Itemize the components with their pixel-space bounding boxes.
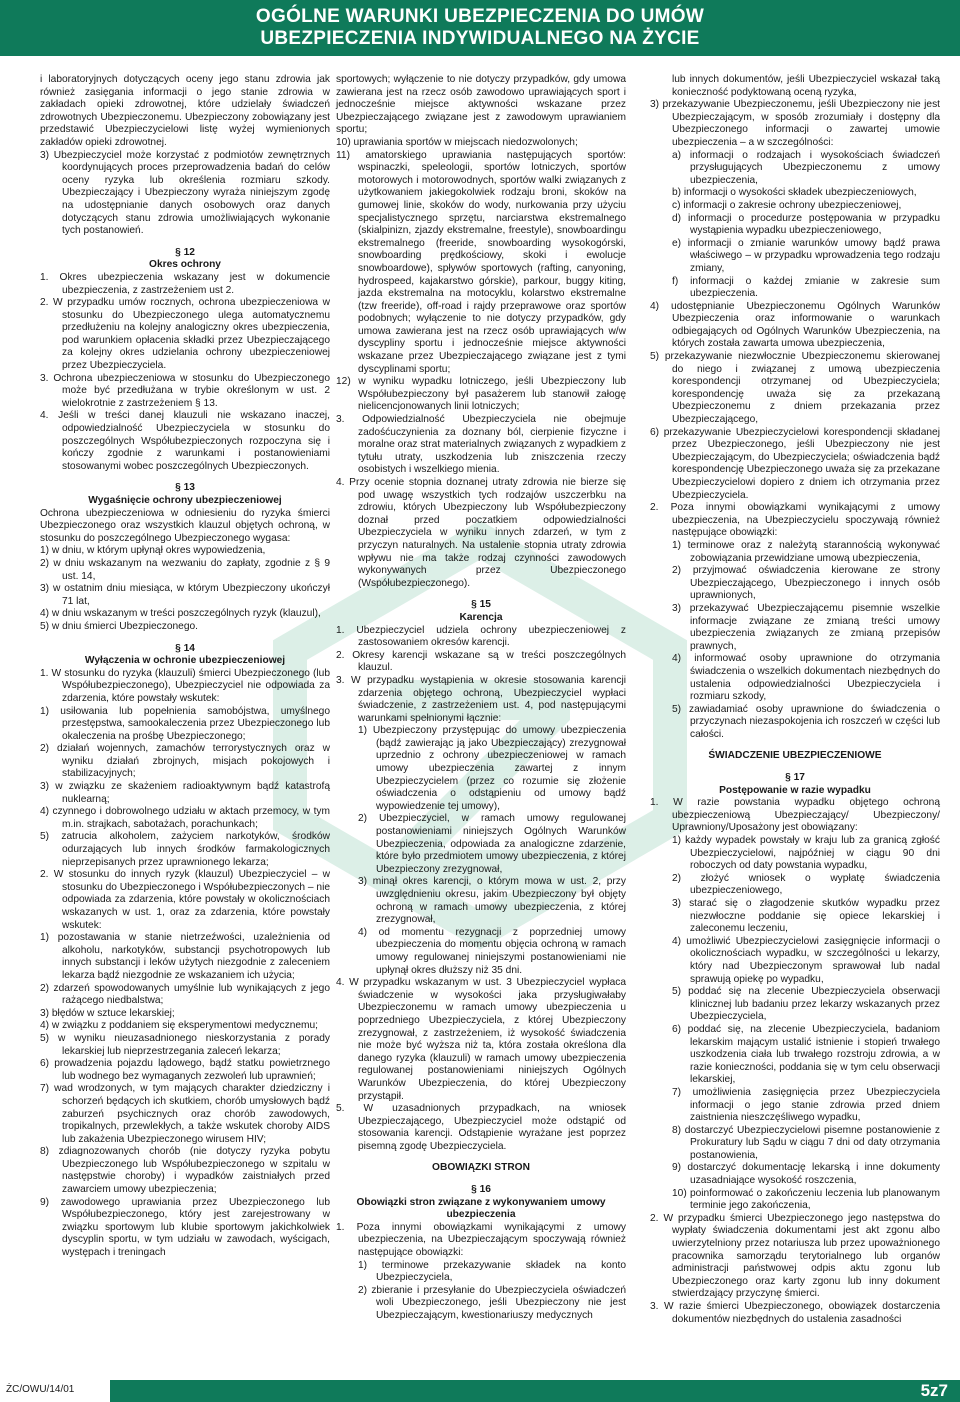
list-item: 6) poddać się, na zlecenie Ubezpieczyciela, badaniom lekarskim mającym ustalić istnienie i stopień trwałego uszkodzenia ciała lub trwałego rozstroju zdrowia, a w razie konieczności, poddania się w tym celu obserwacji lekarskiej,: [672, 1023, 940, 1086]
section-number: § 12: [175, 246, 195, 258]
list-item: 1) każdy wypadek powstały w kraju lub za granicą zgłość Ubezpieczycielowi, najpóźniej w ciągu 90 dni roboczych od daty powstania wypadku,: [672, 835, 940, 872]
list-item: 4) udostępnianie Ubezpieczonemu Ogólnych Warunków Ubezpieczenia oraz informowanie o warunkach odbiegających od Ogólnych Warunków Ubezpieczenia, na których została zawarta umowa ubezpieczenia,: [650, 300, 940, 350]
list-item: 2) zbieranie i przesyłanie do Ubezpieczyciela oświadczeń woli Ubezpieczonego, jeśli Ubezpieczony nie jest Ubezpieczającym, kwestionariuszy medycznych: [358, 1284, 626, 1321]
list-item: 1. Okres ubezpieczenia wskazany jest w dokumencie ubezpieczenia, z zastrzeżeniem ust 2.: [40, 271, 330, 296]
list-item: 2) Ubezpieczyciel, w ramach umowy regulowanej postanowieniami niniejszych Ogólnych Warunków Ubezpieczenia, odpowiada za analogiczne zdarzenie, które było przedmiotem umowy ubezpieczenia, z której Ubezpieczony zrezygnował,: [358, 813, 626, 875]
list-item: a) informacji o rodzajach i wysokościach świadczeń przysługujących Ubezpieczonemu z umowy ubezpieczenia,: [672, 149, 940, 186]
document-code: ŻC/OWU/14/01: [6, 1384, 75, 1395]
page-footer: [0, 1378, 960, 1402]
list-item: d) informacji o procedurze postępowania w przypadku wystąpienia wypadku ubezpieczeniowego,: [672, 212, 940, 237]
section-title: Wyłączenia w ochronie ubezpieczeniowej: [84, 655, 286, 667]
list-item: 3) przekazywanie Ubezpieczonemu, jeśli Ubezpieczony nie jest Ubezpieczającym, w sposób zrozumiały i dostępny dla Ubezpieczonego informacji o zawartej umowie ubezpieczenia – a w szczególności:: [650, 99, 940, 148]
list-item: 4) w dniu wskazanym w treści poszczególnych ryzyk (klauzul),: [40, 608, 321, 620]
list-item: 10) uprawiania sportów w miejscach niedozwolonych;: [336, 136, 578, 148]
list-item: 5. W uzasadnionych przypadkach, na wniosek Ubezpieczającego, Ubezpieczyciel może odstąpić od stosowania karencji. Odstąpienie wyrażane jest poprzez pisemną zgodę Ubezpieczyciela.: [336, 1103, 626, 1152]
paragraph: sportowych; wyłączenie to nie dotyczy przypadków, gdy umowa zawierana jest na rzecz osób zawodowo uprawiających sport i jednocześnie miejsce aktywności wskazane przez Ubezpieczającego związane jest z zawodowym uprawianiem sportu;: [336, 74, 626, 136]
text-column-left: [40, 74, 330, 1260]
section-number: § 13: [175, 482, 195, 494]
list-item: 2. W przypadku śmierci Ubezpieczonego jego następstwa do wypłaty świadczenia dokumentami jest akt zgonu albo uwierzytelniony przez notariusza lub przez upoważnionego pracownika samorządu terytorialnego lub organów administracji państwowej odpis aktu zgonu lub Ubezpieczonego oraz karty zgonu lub inny dokument stwierdzający przyczynę śmierci.: [650, 1212, 940, 1300]
list-item: 3. Ochrona ubezpieczeniowa w stosunku do Ubezpieczonego może być przedłużana w trybie określonym w ust. 2 wielokrotnie z zastrzeżeniem § 13.: [40, 372, 330, 409]
list-item: 6) prowadzenia pojazdu lądowego, bądź statku powietrznego lub wodnego bez wymaganych zezwoleń lub uprawnień;: [40, 1058, 330, 1082]
list-item: 5) w wyniku nieuzasadnionego nieskorzystania z porady lekarskiej lub nieprzestrzegania zaleceń lekarza;: [40, 1032, 330, 1057]
list-item: 2. Okresy karencji wskazane są w treści poszczególnych klauzul.: [336, 649, 626, 674]
paragraph: i laboratoryjnych dotyczących oceny jego stanu zdrowia jak również zasięgania informacji o jego stanie zdrowia w zakładach opieki zdrowotnej, które udzielały świadczeń zdrowotnych Ubezpieczonemu. Ubezpieczony zobowiązany jest przedstawić Ubezpieczycielowi listę wyżej wymienionych zakładów opieki zdrowotnej.: [40, 74, 330, 148]
list-item: 1. W razie powstania wypadku objętego ochroną ubezpieczeniową Ubezpieczający/ Ubezpieczony/ Uprawniony/Uposażony jest obowiązany:: [650, 797, 940, 834]
list-item: 6) przekazywanie Ubezpieczycielowi korespondencji składanej przez Ubezpieczonego, jeśli Ubezpieczony nie jest Ubezpieczającym, do Ubezpieczyciela; oświadczenia bądź korespondencję Ubezpieczonego uważa się za przekazane Ubezpieczycielowi dopiero z dniem ich otrzymania przez Ubezpieczyciela.: [650, 426, 940, 501]
document-title-line-2: UBEZPIECZENIA INDYWIDUALNEGO NA ŻYCIE: [260, 28, 700, 49]
list-item: 4) od momentu rezygnacji z poprzedniej umowy ubezpieczenia do momentu objęcia ochroną w ramach umowy regulowanej niniejszymi postanowieniami nie upłynął okres dłuższy niż 35 dni.: [358, 926, 626, 976]
page-header: [0, 0, 960, 56]
list-item: 9) dostarczyć dokumentację lekarską i inne dokumenty uzasadniające wysokość roszczenia,: [672, 1162, 940, 1187]
section-title: Okres ochrony: [149, 259, 221, 271]
list-item: 1. Ubezpieczyciel udziela ochrony ubezpieczeniowej z zastosowaniem okresów karencji.: [336, 624, 626, 649]
list-item: 1) Ubezpieczony przystępując do umowy ubezpieczenia (bądź zawierając ją jako Ubezpieczający) zrezygnował uprzednio z ochrony ubezpieczeniowej w ramach umowy ubezpieczenia zawartej z innym Ubezpieczycielem (przez co rozumie się złożenie oświadczenia o odstąpieniu od umowy bądź wypowiedzenie tej umowy),: [358, 725, 626, 812]
list-item: 4) umożliwić Ubezpieczycielowi zasięgnięcie informacji o okolicznościach wypadku, w szczególności u lekarzy, który nad Ubezpieczonym sprawował lub nadal sprawują opiekę po wypadku,: [672, 935, 940, 985]
list-item: 2. Poza innymi obowiązkami wynikającymi z umowy ubezpieczenia, na Ubezpieczycielu spoczywają również następujące obowiązki:: [650, 502, 940, 539]
list-item: 3) starać się o złagodzenie skutków wypadku przez niezwłoczne poddanie się opiece lekarskiej i zaleconemu leczeniu,: [672, 898, 940, 935]
section-title: Obowiązki stron związane z wykonywaniem umowy ubezpieczenia: [356, 1196, 606, 1221]
list-item: 4. W przypadku wskazanym w ust. 3 Ubezpieczyciel wypłaca świadczenie w wysokości jaka przysługiwałaby Ubezpieczonemu w ramach umowy ubezpieczenia u poprzedniego Ubezpieczyciela, z której Ubezpieczony zrezygnował, z zastrzeżeniem, iż wysokość świadczenia nie może być wyższa niż ta, która została określona dla danego ryzyka (klauzuli) w ramach umowy ubezpieczenia regulowanej postanowieniami niniejszych Ogólnych Warunków Ubezpieczenia, do której Ubezpieczony przystąpił.: [336, 977, 626, 1102]
list-item: 1. W stosunku do ryzyka (klauzuli) śmierci Ubezpieczonego (lub Współubezpieczonego), Ubezpieczyciel nie odpowiada za zdarzenia, które powstały wskutek:: [40, 667, 330, 704]
list-item: 7) umożliwienia zasięgnięcia przez Ubezpieczyciela informacji o jego stanie zdrowia przed dniem zaistnienia nieszczęśliwego wypadku,: [672, 1086, 940, 1124]
list-item: 2) przyjmować oświadczenia kierowane ze strony Ubezpieczającego, Ubezpieczonego i innych osób uprawnionych,: [672, 565, 940, 602]
paragraph: Ochrona ubezpieczeniowa w odniesieniu do ryzyka śmierci Ubezpieczonego oraz wszystkich klauzul objętych ochroną, w stosunku do poszczególnego Ubezpieczonego wygasa:: [40, 507, 330, 544]
list-item: e) informacji o zmianie warunków umowy bądź prawa właściwego – w przypadku wprowadzenia tego rodzaju zmiany,: [672, 237, 940, 274]
list-item: 9) zawodowego uprawiania przez Ubezpieczonego lub Współubezpieczonego, który jest zarejestrowany w związku sportowym lub klubie sportowym jakichkolwiek dyscyplin sportu, w tym udziału w zawodach, wyścigach, występach i treningach: [40, 1196, 330, 1259]
document-title-line-1: OGÓLNE WARUNKI UBEZPIECZENIA DO UMÓW: [255, 6, 705, 27]
list-item: 8) dostarczyć Ubezpieczycielowi pisemne postanowienie z Prokuratury lub Sądu w ciągu 7 dni od daty otrzymania postanowienia,: [672, 1124, 940, 1161]
footer-bar: [110, 1380, 960, 1402]
chapter-title: OBOWIĄZKI STRON: [432, 1162, 530, 1174]
list-item: 2. W przypadku umów rocznych, ochrona ubezpieczeniowa w stosunku do Ubezpieczonego ulega automatycznemu przedłużeniu na kolejny analogiczny okres ubezpieczenia, pod warunkiem opłacenia składki przez Ubezpieczającego za kolejny okres udzielania ochrony ubezpieczeniowej przez Ubezpieczyciela.: [40, 297, 330, 372]
list-item: 3. W razie śmierci Ubezpieczonego, obowiązek dostarczenia dokumentów niezbędnych do ustalenia zasadności: [650, 1301, 940, 1325]
list-item: 4. Przy ocenie stopnia doznanej utraty zdrowia nie bierze się pod uwagę wszystkich tych rodzajów uszczerbku na zdrowiu, których Ubezpieczony lub Współubezpieczony doznał przed poczatkiem odpowiedzialności Ubezpieczyciela w wyniku innych zdarzeń, w tym z przyczyn naturalnych. Na ustalenie stopnia utraty zdrowia wpływu nie ma także rodzaj czynności zawodowych wykonywanych przez Ubezpieczonego (Współubezpieczonego).: [336, 477, 626, 589]
list-item: 2) zdarzeń spowodowanych umyślnie lub wynikających z jego rażącego niedbalstwa;: [40, 982, 330, 1007]
list-item: 4. Jeśli w treści danej klauzuli nie wskazano inaczej, odpowiedzialność Ubezpieczyciela w stosunku do poszczególnych Współubezpieczonych rozpoczyna się i kończy zgodnie z warunkami i postanowieniami stosowanymi wobec poszczególnych Ubezpieczonych.: [40, 410, 330, 472]
list-item: 3) Ubezpieczyciel może korzystać z podmiotów zewnętrznych koordynujących proces przeprowadzenia badań do celów oceny ryzyka lub określenia rozmiaru szkody. Ubezpieczający i Ubezpieczony wyraża niniejszym zgodę na udostępnianie danych osobowych oraz danych dotyczących stanu zdrowia umożliwiających wykonanie tych postanowień.: [40, 149, 330, 237]
list-item: 3) minął okres karencji, o którym mowa w ust. 2, przy uwzględnieniu okresu, jakim Ubezpieczony był objęty ochroną w ramach umowy ubezpieczenia, z której zrezygnował,: [358, 876, 626, 926]
text-column-middle: [336, 74, 626, 1323]
list-item: 8) zdiagnozowanych chorób (nie dotyczy ryzyka pobytu Ubezpieczonego lub Współubezpieczonego w szpitalu w następstwie choroby) i wypadków zaistniałych przed zawarciem umowy ubezpieczenia;: [40, 1146, 330, 1196]
list-item: 3) w ostatnim dniu miesiąca, w którym Ubezpieczony ukończył 71 lat,: [40, 583, 330, 607]
list-item: c) informacji o zakresie ochrony ubezpieczeniowej,: [672, 199, 902, 211]
section-title: Wygaśnięcie ochrony ubezpieczeniowej: [88, 495, 282, 506]
list-item: 1. Poza innymi obowiązkami wynikającymi z umowy ubezpieczenia, na Ubezpieczającym spoczywają również następujące obowiązki:: [336, 1221, 626, 1259]
section-number: § 16: [471, 1184, 491, 1196]
list-item: 5) w dniu śmierci Ubezpieczonego.: [40, 620, 198, 632]
list-item: 12) w wyniku wypadku lotniczego, jeśli Ubezpieczony lub Współubezpieczony był pasażerem lub stanowił załogę nielicencjonowanych linii lotniczych;: [336, 376, 626, 413]
list-item: b) informacji o wysokości składek ubezpieczeniowych,: [672, 187, 917, 199]
list-item: 2) działań wojennych, zamachów terrorystycznych oraz w wyniku działań zbrojnych, misjach pokojowych i stabilizacyjnych;: [40, 743, 330, 780]
list-item: 5) zawiadamiać osoby uprawnione do świadczenia o przyczynach niezaspokojenia ich roszczeń w części lub całości.: [672, 703, 940, 740]
section-number: § 14: [175, 642, 195, 654]
list-item: 3) w związku ze skażeniem radioaktywnym bądź katastrofą nuklearną;: [40, 781, 330, 805]
list-item: 10) poinformować o zakończeniu leczenia lub planowanym terminie jego zakończenia,: [672, 1187, 940, 1212]
list-item: 3) przekazywać Ubezpieczającemu pisemnie wszelkie informacje związane ze zmianą treści umowy ubezpieczenia związanych ze zmianą przepisów prawnych,: [672, 602, 940, 652]
list-item: 3. W przypadku wystąpienia w okresie stosowania karencji zdarzenia objętego ochroną, Ubezpieczyciel wypłaci świadczenie, z zastrzeżeniem ust. 4, pod następującymi warunkami spełnionymi łącznie:: [336, 674, 626, 724]
page-number: 5z7: [920, 1381, 948, 1400]
list-item: 7) wad wrodzonych, w tym mających charakter dziedziczny i schorzeń będących ich skutkiem, chorób umysłowych bądź zaburzeń psychicznych oraz chorób zawodowych, tropikalnych, przewlekłych, a także wskutek choroby AIDS lub zakażenia Ubezpieczonego wirusem HIV;: [40, 1083, 330, 1145]
list-item: 2. W stosunku do innych ryzyk (klauzul) Ubezpieczyciel – w stosunku do Ubezpieczonego i Współubezpieczonych – nie odpowiada za zdarzenia, które powstały w okolicznościach wskazanych w ust. 1, oraz za zdarzenia, które powstały wskutek:: [40, 869, 330, 931]
list-item: 1) terminowe przekazywanie składek na konto Ubezpieczyciela,: [358, 1259, 626, 1284]
list-item: 2) w dniu wskazanym na wezwaniu do zapłaty, zgodnie z § 9 ust. 14,: [40, 557, 330, 582]
list-item: 1) usiłowania lub popełnienia samobójstwa, umyślnego przestępstwa, samookaleczenia przez Ubezpieczonego lub okaleczenia na prośbę Ubezpieczonego;: [40, 705, 330, 742]
section-number: § 15: [471, 599, 491, 611]
list-item: 3. Odpowiedzialność Ubezpieczyciela nie obejmuje zadośćuczynienia za doznany ból, cierpienie fizyczne i moralne oraz strat materialnych związanych z wypadkiem z tytułu utraty, uszkodzenia lub zniszczenia rzeczy osobistych i wszelkiego mienia.: [336, 414, 626, 476]
chapter-title: ŚWIADCZENIE UBEZPIECZENIOWE: [708, 750, 882, 762]
list-item: 4) informować osoby uprawnione do otrzymania świadczenia o wszelkich dokumentach niezbędnych do ustalenia odpowiedzialności Ubezpieczyciela i rozmiaru szkody,: [672, 653, 940, 703]
paragraph: lub innych dokumentów, jeśli Ubezpieczyciel wskazał taką konieczność podyktowaną oceną ryzyka,: [672, 74, 940, 98]
list-item: 1) pozostawania w stanie nietrzeźwości, uzależnienia od alkoholu, narkotyków, substancji psychotropowych lub innych substancji i leków użytych niezgodnie z zaleceniem lekarza bądź niezgodnie ze wskazaniem ich użycia;: [40, 932, 330, 981]
list-item: 1) w dniu, w którym upłynął okres wypowiedzenia,: [40, 545, 266, 557]
list-item: 5) przekazywanie niezwłocznie Ubezpieczonemu skierowanej do niego i związanej z umową ubezpieczenia korespondencji otrzymanej od Ubezpieczyciela; korespondencję uważa się za przekazaną Ubezpieczonemu z dniem przekazania przez Ubezpieczającego,: [650, 351, 940, 426]
section-number: § 17: [785, 772, 805, 784]
list-item: 4) w związku z poddaniem się eksperymentowi medycznemu;: [40, 1020, 319, 1032]
section-title: Postępowanie w razie wypadku: [719, 784, 871, 796]
list-item: 5) zatrucia alkoholem, zażyciem narkotyków, środków odurzających lub innych środków farmakologicznych nieprzepisanych przez uprawnionego lekarza;: [40, 831, 330, 868]
text-column-right: [650, 74, 940, 1326]
list-item: 11) amatorskiego uprawiania następujących sportów: wspinaczki, speleologii, sportów lotniczych, sportów motorowych i motorowodnych, sportów walki związanych z użytkowaniem jakiegokolwiek rodzaju broni, skoków na gumowej linie, skoków do wody, nurkowania przy użyciu specjalistycznego sprzętu, narciarstwa ekstremalnego (skialpinizn, zjazdy ekstremalne, freestyle), snowboardingu ekstremalnego (freeride, snowboarding wysokogórski, snowboarding prędkościowy, skoki i ewolucje snowboardowe), spływów sportowych (rafting, canyoning, hydrospeed, kajakarstwo górskie), parkour, buggy kiting, jazda ekstremalna na motocyklu, kolarstwo ekstremalne (tzw freeride), off-road i rajdy przeprawowe oraz sportów podobnych; wyłączenie to nie dotyczy przypadków, gdy umowa zawierana jest na rzecz osób uprawiających w/w dyscypliny sportu i jednocześnie miejsce aktywności wskazane przez Ubezpieczającego związane jest z tymi dyscyplinami sportu;: [336, 149, 626, 375]
list-item: 3) błędów w sztuce lekarskiej;: [40, 1007, 175, 1019]
list-item: 5) poddać się na zlecenie Ubezpieczyciela obserwacji klinicznej lub badaniu przez lekarzy wskazanych przez Ubezpieczyciela,: [672, 986, 940, 1023]
list-item: 4) czynnego i dobrowolnego udziału w aktach przemocy, w tym m.in. strajkach, sabotażach, porachunkach;: [40, 806, 330, 830]
list-item: 1) terminowe oraz z należytą starannością wykonywać zobowiązania przewidziane umową ubezpieczenia,: [672, 539, 940, 564]
list-item: 2) złożyć wniosek o wypłatę świadczenia ubezpieczeniowego,: [672, 872, 940, 897]
section-title: Karencja: [459, 611, 503, 623]
list-item: f) informacji o każdej zmianie w zakresie sum ubezpieczenia.: [672, 275, 940, 300]
